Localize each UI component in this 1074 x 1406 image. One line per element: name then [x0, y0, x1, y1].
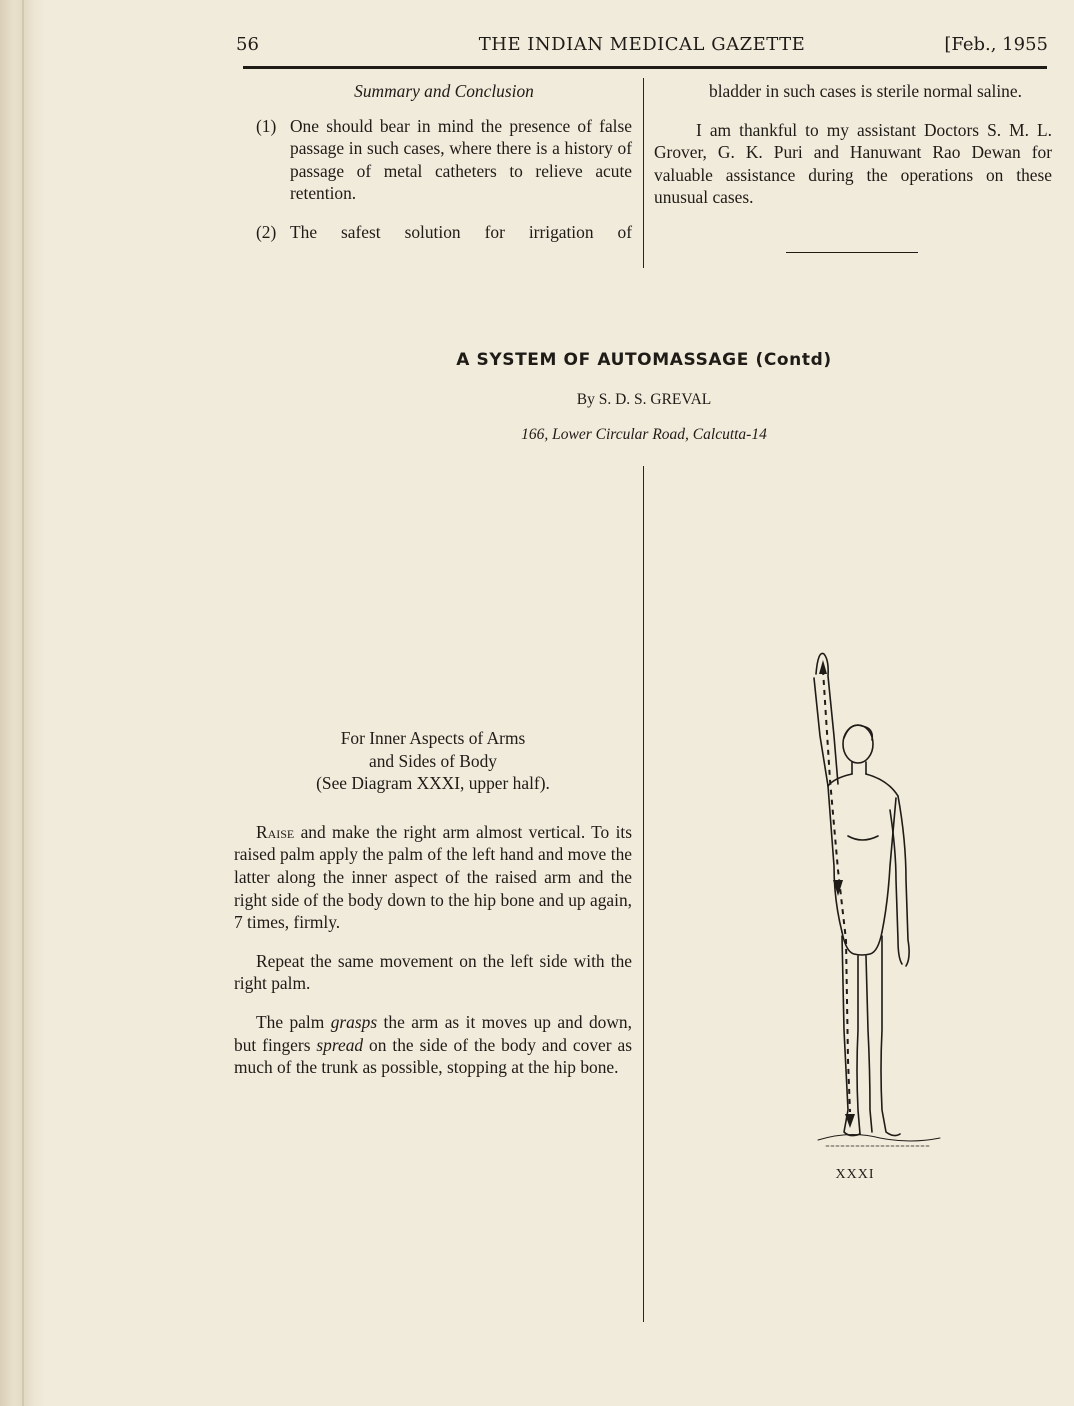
lead-word: Raise: [256, 821, 295, 842]
summary-heading: Summary and Conclusion: [354, 81, 534, 101]
paragraph-text-b: the arm as it moves up and down, but fingers: [234, 1011, 632, 1055]
page-edge-shadow: [0, 0, 46, 1406]
point-number: (2): [256, 221, 277, 242]
column-divider-bottom: [643, 466, 644, 1322]
header-rule: [243, 66, 1047, 69]
instruction-paragraph-1: [234, 821, 632, 934]
prev-article-left-column: [256, 80, 632, 260]
standing-figure-raised-arm-illustration: [790, 640, 950, 1160]
prev-article-right-column: [654, 80, 1052, 225]
instruction-paragraph-2: Repeat the same movement on the left side with the right palm.: [234, 950, 632, 994]
issue-date: [Feb., 1955: [944, 34, 1048, 55]
point-2-continuation: bladder in such cases is sterile normal saline.: [709, 81, 1022, 101]
conclusion-point-2: [256, 221, 632, 244]
instruction-paragraph-3: [234, 1011, 632, 1079]
point-text: The safest solution for irrigation of: [290, 221, 632, 242]
section-heading-line-1: For Inner Aspects of Arms: [340, 728, 526, 748]
running-header: [236, 34, 1048, 60]
article-left-column: [234, 727, 632, 1095]
section-heading-line-3: (See Diagram XXXI, upper half).: [316, 773, 550, 794]
point-text: One should bear in mind the presence of false passage in such cases, where there is a history of passage of metal catheters to relieve acute retention.: [290, 115, 632, 204]
paragraph-text-a: The palm: [256, 1011, 331, 1032]
figure-caption: XXXI: [835, 1167, 875, 1182]
point-number: (1): [256, 115, 277, 136]
column-divider-top: [643, 78, 644, 268]
conclusion-point-1: [256, 115, 632, 205]
article-title: A SYSTEM OF AUTOMASSAGE (Contd): [456, 350, 832, 370]
emphasis-grasps: grasps: [330, 1011, 378, 1032]
emphasis-spread: spread: [316, 1034, 364, 1055]
article-byline: By S. D. S. GREVAL: [576, 391, 712, 408]
journal-title: THE INDIAN MEDICAL GAZETTE: [478, 34, 806, 55]
author-address: 166, Lower Circular Road, Calcutta-14: [521, 426, 767, 443]
section-heading-line-2: and Sides of Body: [368, 750, 497, 771]
page-number: 56: [236, 34, 259, 55]
article-end-rule: [786, 252, 918, 253]
paragraph-text: and make the right arm almost vertical. To its raised palm apply the palm of the left hand and move the latter along the inner aspect of the raised arm and the right side of the body down to the hip bone and up again, 7 times, firmly.: [234, 821, 632, 933]
paragraph-text-c: on the side of the body and cover as much of the trunk as possible, stopping at the hip bone.: [234, 1034, 632, 1078]
acknowledgement-paragraph: I am thankful to my assistant Doctors S. M. L. Grover, G. K. Puri and Hanuwant Rao Dewan for valuable assistance during the operations on these unusual cases.: [654, 119, 1052, 208]
